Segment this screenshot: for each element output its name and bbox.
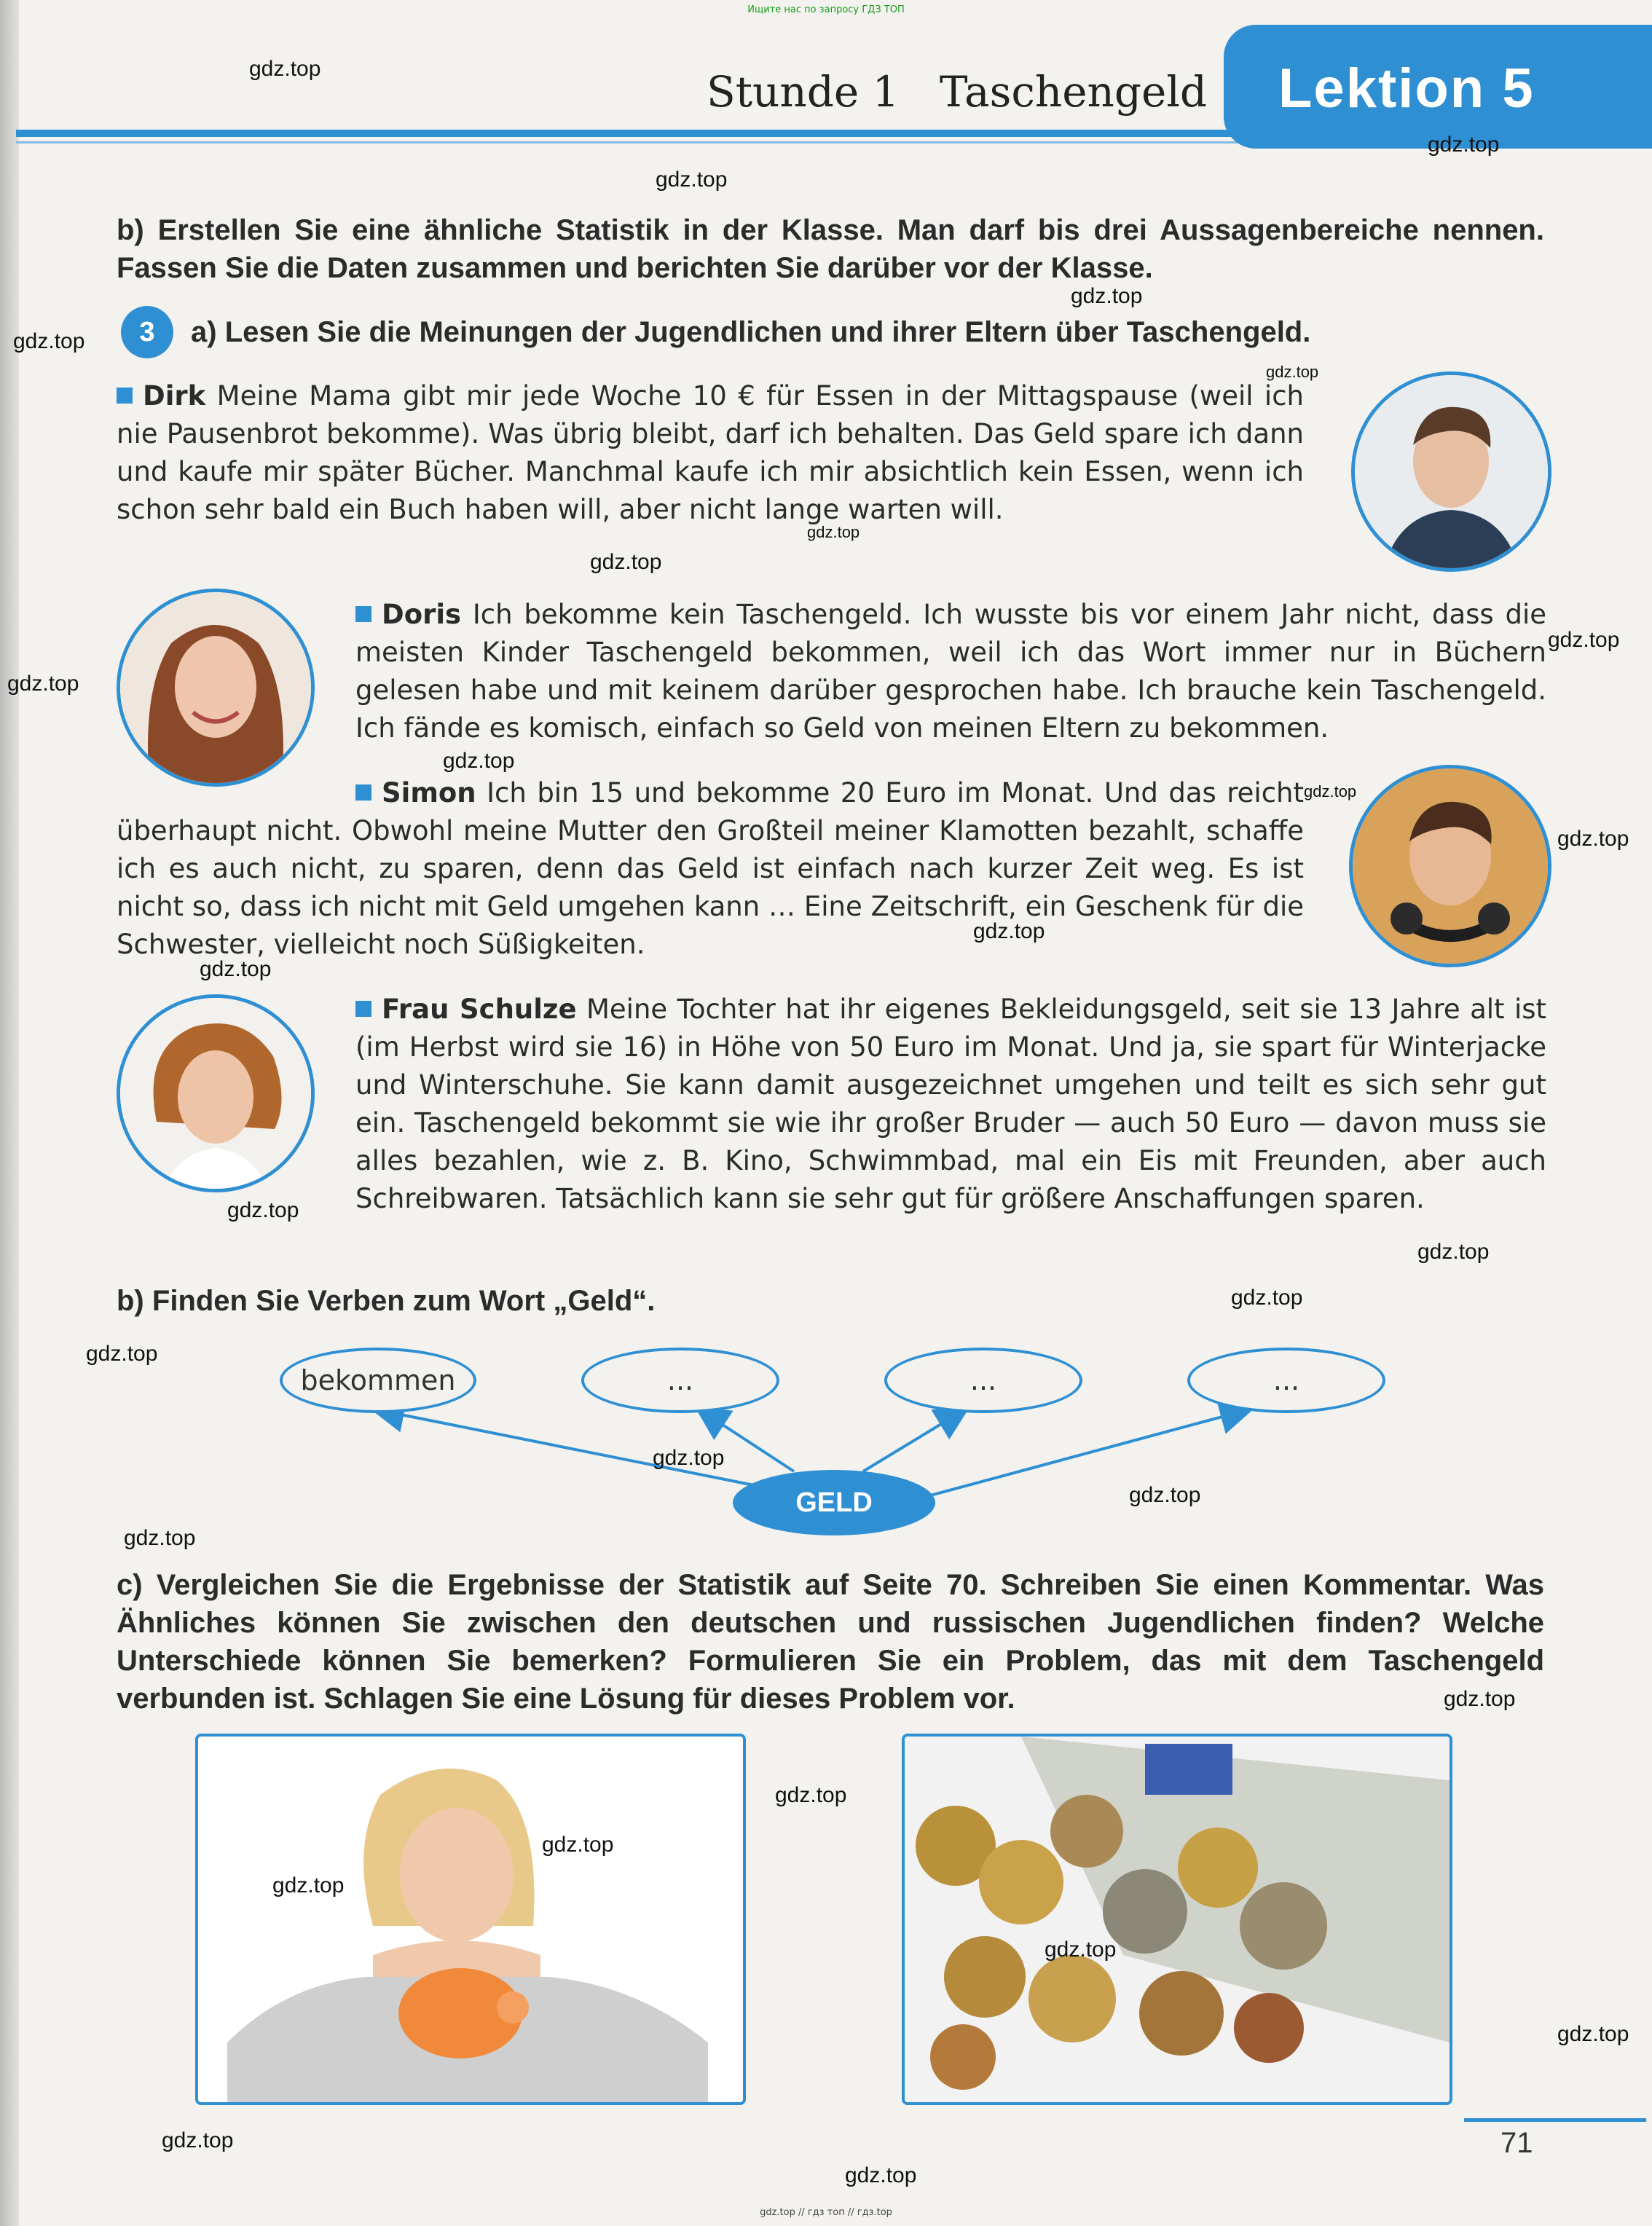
task-label: b) (117, 214, 144, 246)
watermark: gdz.top (200, 957, 272, 981)
page-number: 71 (1500, 2127, 1533, 2159)
chapter-title: Lektion 5 (1278, 58, 1535, 119)
task-text: Vergleichen Sie die Ergebnisse der Statistik auf Seite 70. Schreiben Sie einen Kommentar. Was Ähnliches können Sie zwischen den deutschen und russischen Jugendlichen finden? Welche Unterschiede können Sie bemerken? Formulieren Sie ein Problem, das mit dem Taschengeld verbunden ist. Schlagen Sie eine Lösung für dieses Problem vor. (117, 1569, 1544, 1715)
watermark: gdz.top (1266, 363, 1319, 381)
task-label: c) (117, 1569, 143, 1601)
watermark: gdz.top (272, 1873, 345, 1897)
bottom-note: gdz.top // гдз топ // гдз.top (760, 2207, 892, 2218)
opinion-text: Meine Tochter hat ihr eigenes Bekleidungsgeld, seit sie 13 Jahre alt ist (im Herbst wird sie 16) in Höhe von 50 Euro im Monat. Und ja, sie spart für Winterjacke und Winterschuhe. Sie kann damit ausgezeichnet umgehen und teilt es sich sehr gut ein. Taschengeld bekommt sie wie ihr großer Bruder — auch 50 Euro — davon muss sie alles bezahlen, wie z. B. Kino, Schwimmbad, mal ein Eis mit Freunden, aber auch Schreibwaren. Tatsächlich kann sie sehr gut für größere Anschaffungen sparen. (355, 994, 1547, 1214)
speaker-name: Doris (382, 599, 462, 630)
watermark: gdz.top (1548, 628, 1620, 652)
task-label: a) (191, 316, 217, 348)
watermark: gdz.top (1557, 2022, 1629, 2046)
watermark: gdz.top (973, 919, 1045, 943)
watermark: gdz.top (1231, 1286, 1303, 1310)
page-number-rule (1464, 2118, 1646, 2122)
verb-ellipse-4: ... (1187, 1348, 1385, 1413)
task-text: Erstellen Sie eine ähnliche Statistik in der Klasse. Man darf bis drei Aussagenbereiche nennen. Fassen Sie die Daten zusammen und berichten Sie darüber vor der Klasse. (117, 214, 1544, 284)
task-3c (117, 1566, 1544, 1718)
speaker-name: Frau Schulze (382, 994, 577, 1025)
geld-center-ellipse: GELD (733, 1470, 935, 1535)
watermark: gdz.top (1444, 1687, 1516, 1711)
watermark: gdz.top (775, 1783, 847, 1807)
watermark: gdz.top (653, 1446, 725, 1470)
girl-with-piggy-bank-image (198, 1737, 743, 2102)
watermark: gdz.top (249, 57, 321, 81)
watermark: gdz.top (1129, 1483, 1201, 1507)
task-text: Finden Sie Verben zum Wort „Geld“. (152, 1285, 656, 1317)
watermark: gdz.top (1045, 1938, 1117, 1962)
watermark: gdz.top (1557, 827, 1629, 851)
watermark: gdz.top (1071, 284, 1143, 308)
verb-ellipse-3: ... (884, 1348, 1082, 1413)
watermark: gdz.top (590, 550, 662, 574)
arrow-to-verb-3 (863, 1409, 965, 1471)
opinion-text: Meine Mama gibt mir jede Woche 10 € für Essen in der Mittagspause (weil ich nie Pausenbrot bekomme). Was übrig bleibt, darf ich behalten. Das Geld spare ich dann und kaufe mir später Bücher. Manchmal kaufe ich mir absichtlich kein Essen, wenn ich schon sehr bald ein Buch haben will, aber nicht lange warten will. (117, 380, 1304, 525)
opinion-text: Ich bin 15 und bekomme 20 Euro im Monat. Und das reicht überhaupt nicht. Obwohl meine Mutter den Großteil meiner Klamotten bezahlt, schaffe ich es auch nicht, zu sparen, denn das Geld ist einfach nach kurzer Zeit weg. Es ist nicht so, dass ich nicht mit Geld umgehen kann … Eine Zeitschrift, ein Geschenk für die Schwester, vielleicht noch Süßigkeiten. (117, 777, 1304, 960)
watermark: gdz.top (443, 749, 515, 773)
watermark: gdz.top (13, 329, 85, 353)
euro-coins-image (905, 1737, 1450, 2102)
watermark: gdz.top (1304, 782, 1357, 801)
verb-ellipse-1: bekommen (280, 1348, 476, 1413)
watermark: gdz.top (656, 168, 728, 192)
verb-ellipse-2: ... (581, 1348, 779, 1413)
watermark: gdz.top (1428, 133, 1500, 157)
watermark: gdz.top (807, 523, 860, 541)
topic-label: Taschengeld (939, 67, 1208, 117)
photo-coins-and-banknotes (902, 1734, 1452, 2105)
task-text: Lesen Sie die Meinungen der Jugendlichen und ihrer Eltern über Taschengeld. (224, 316, 1311, 348)
speaker-name: Dirk (143, 380, 206, 412)
photo-girl-piggy-bank (195, 1734, 746, 2105)
speaker-name: Simon (382, 777, 476, 809)
watermark: gdz.top (86, 1342, 158, 1366)
watermark: gdz.top (7, 672, 79, 696)
stunde-label: Stunde 1 (707, 67, 900, 117)
exercise-number-badge: 3 (121, 306, 173, 358)
watermark: gdz.top (845, 2163, 917, 2187)
watermark: gdz.top (162, 2128, 234, 2152)
watermark: gdz.top (124, 1526, 196, 1550)
task-label: b) (117, 1285, 144, 1317)
watermark: gdz.top (542, 1833, 614, 1857)
top-note: Ищите нас по запросу ГДЗ ТОП (747, 4, 905, 15)
watermark: gdz.top (1417, 1240, 1490, 1264)
opinion-text: Ich bekomme kein Taschengeld. Ich wusste bis vor einem Jahr nicht, dass die meisten Kinder Taschengeld bekommen, weil ich das Wort immer nur in Büchern gelesen habe und mit keinem darüber gesprochen habe. Ich brauche kein Taschengeld. Ich fände es komisch, einfach so Geld von meinen Eltern zu bekommen. (355, 599, 1546, 744)
watermark: gdz.top (227, 1198, 299, 1222)
